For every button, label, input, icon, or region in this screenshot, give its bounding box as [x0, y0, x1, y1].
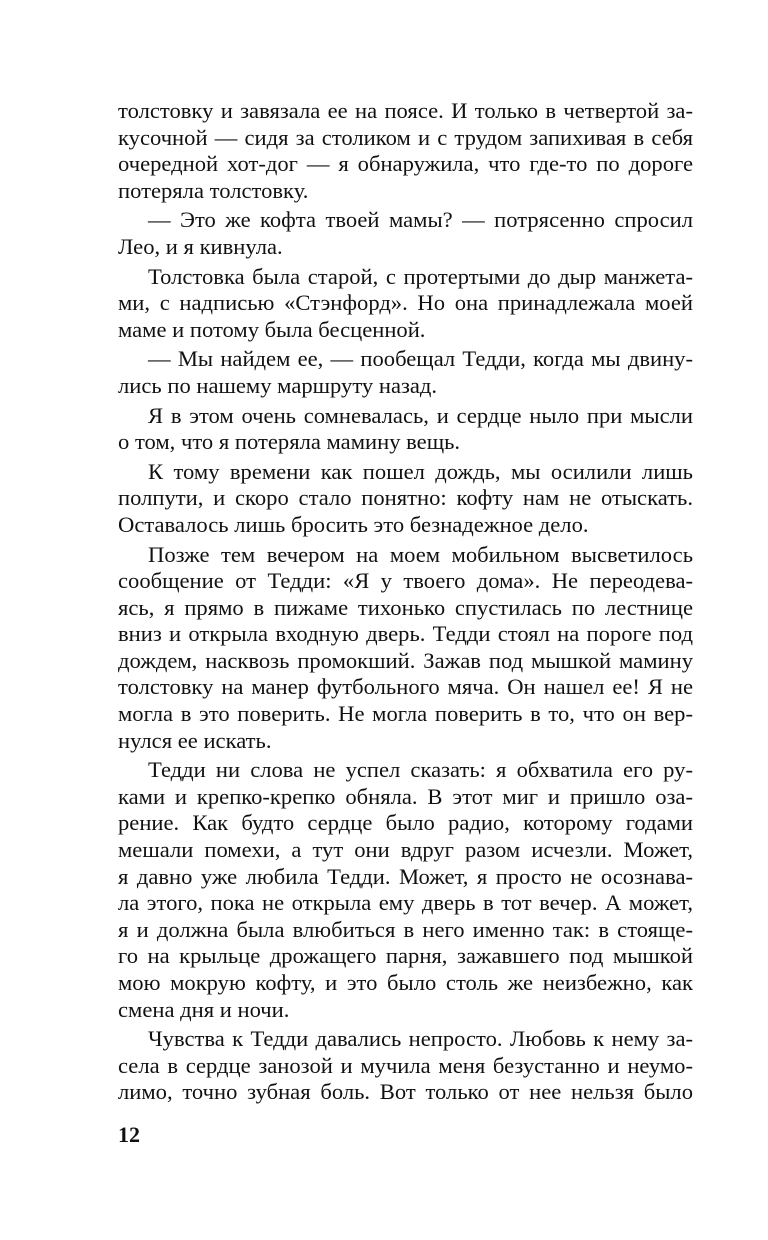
text-line: вниз и открыла входную дверь. Тедди стоял на пороге под [118, 621, 693, 647]
text-line: кусочной — сидя за столиком и с трудом запихивая в себя [118, 124, 693, 150]
text-line: лимо, точно зубная боль. Вот только от нее нельзя было [118, 1079, 693, 1105]
text-line: Чувства к Тедди давались непросто. Любовь к нему за- [148, 1026, 693, 1052]
text-line: К тому времени как пошел дождь, мы осилили лишь [148, 458, 693, 484]
text-line: Лео, и я кивнула. [118, 233, 283, 259]
text-line: го на крыльце дрожащего парня, зажавшего под мышкой [118, 943, 693, 969]
text-line: могла в это поверить. Не могла поверить в то, что он вер- [118, 701, 693, 727]
text-line: очередной хот-дог — я обнаружила, что где-то по дороге [118, 151, 693, 177]
paragraph [118, 346, 693, 399]
text-line: Позже тем вечером на моем мобильном высветилось [148, 541, 693, 567]
text-line: сообщение от Тедди: «Я у твоего дома». Не переодева- [118, 568, 693, 594]
paragraph [118, 207, 693, 260]
text-line: Оставалось лишь бросить это безнадежное дело. [118, 511, 589, 537]
text-line: мешали помехи, а тут они вдруг разом исчезли. Может, [118, 837, 693, 863]
body-text [118, 98, 693, 1106]
text-line: Толстовка была старой, с протертыми до дыр манжета- [148, 263, 693, 289]
text-line: ми, с надписью «Стэнфорд». Но она принадлежала моей [118, 290, 693, 316]
text-line: смена дня и ночи. [118, 996, 290, 1022]
paragraph [118, 542, 693, 755]
text-line: я давно уже любила Тедди. Может, я просто не осознава- [118, 863, 693, 889]
text-line: села в сердце занозой и мучила меня безустанно и неумо- [118, 1052, 693, 1078]
text-line: рение. Как будто сердце было радио, которому годами [118, 810, 693, 836]
text-line: — Мы найдем ее, — пообещал Тедди, когда мы двину- [148, 346, 693, 372]
text-line: полпути, и скоро стало понятно: кофту нам не отыскать. [118, 485, 693, 511]
text-line: толстовку и завязала ее на поясе. И только в четвертой за- [118, 98, 693, 123]
text-line: дождем, насквозь промокший. Зажав под мышкой мамину [118, 647, 693, 673]
paragraph [118, 264, 693, 344]
text-line: лись по нашему маршруту назад. [118, 372, 438, 398]
text-line: — Это же кофта твоей мамы? — потрясенно спросил [148, 207, 693, 233]
text-line: потеряла толстовку. [118, 177, 309, 203]
paragraph [118, 98, 693, 204]
paragraph [118, 459, 693, 539]
text-line: Тедди ни слова не успел сказать: я обхватила его ру- [148, 757, 693, 783]
text-line: я и должна была влюбиться в него именно так: в стояще- [118, 916, 693, 942]
page-number: 12 [118, 1122, 140, 1147]
text-line: ясь, я прямо в пижаме тихонько спустилась по лестнице [118, 594, 693, 620]
text-line: о том, что я потеряла мамину вещь. [118, 429, 461, 455]
text-line: нулся ее искать. [118, 727, 272, 753]
text-line: ла этого, пока не открыла ему дверь в тот вечер. А может, [118, 890, 693, 916]
text-line: Я в этом очень сомневалась, и сердце ныло при мысли [148, 402, 693, 428]
paragraph [118, 1026, 693, 1106]
text-line: маме и потому была бесценной. [118, 316, 426, 342]
text-line: ками и крепко-крепко обняла. В этот миг и пришло оза- [118, 783, 693, 809]
text-line: мою мокрую кофту, и это было столь же неизбежно, как [118, 970, 693, 995]
paragraph [118, 757, 693, 1023]
text-line: толстовку на манер футбольного мяча. Он нашел ее! Я не [118, 674, 693, 700]
paragraph [118, 403, 693, 456]
